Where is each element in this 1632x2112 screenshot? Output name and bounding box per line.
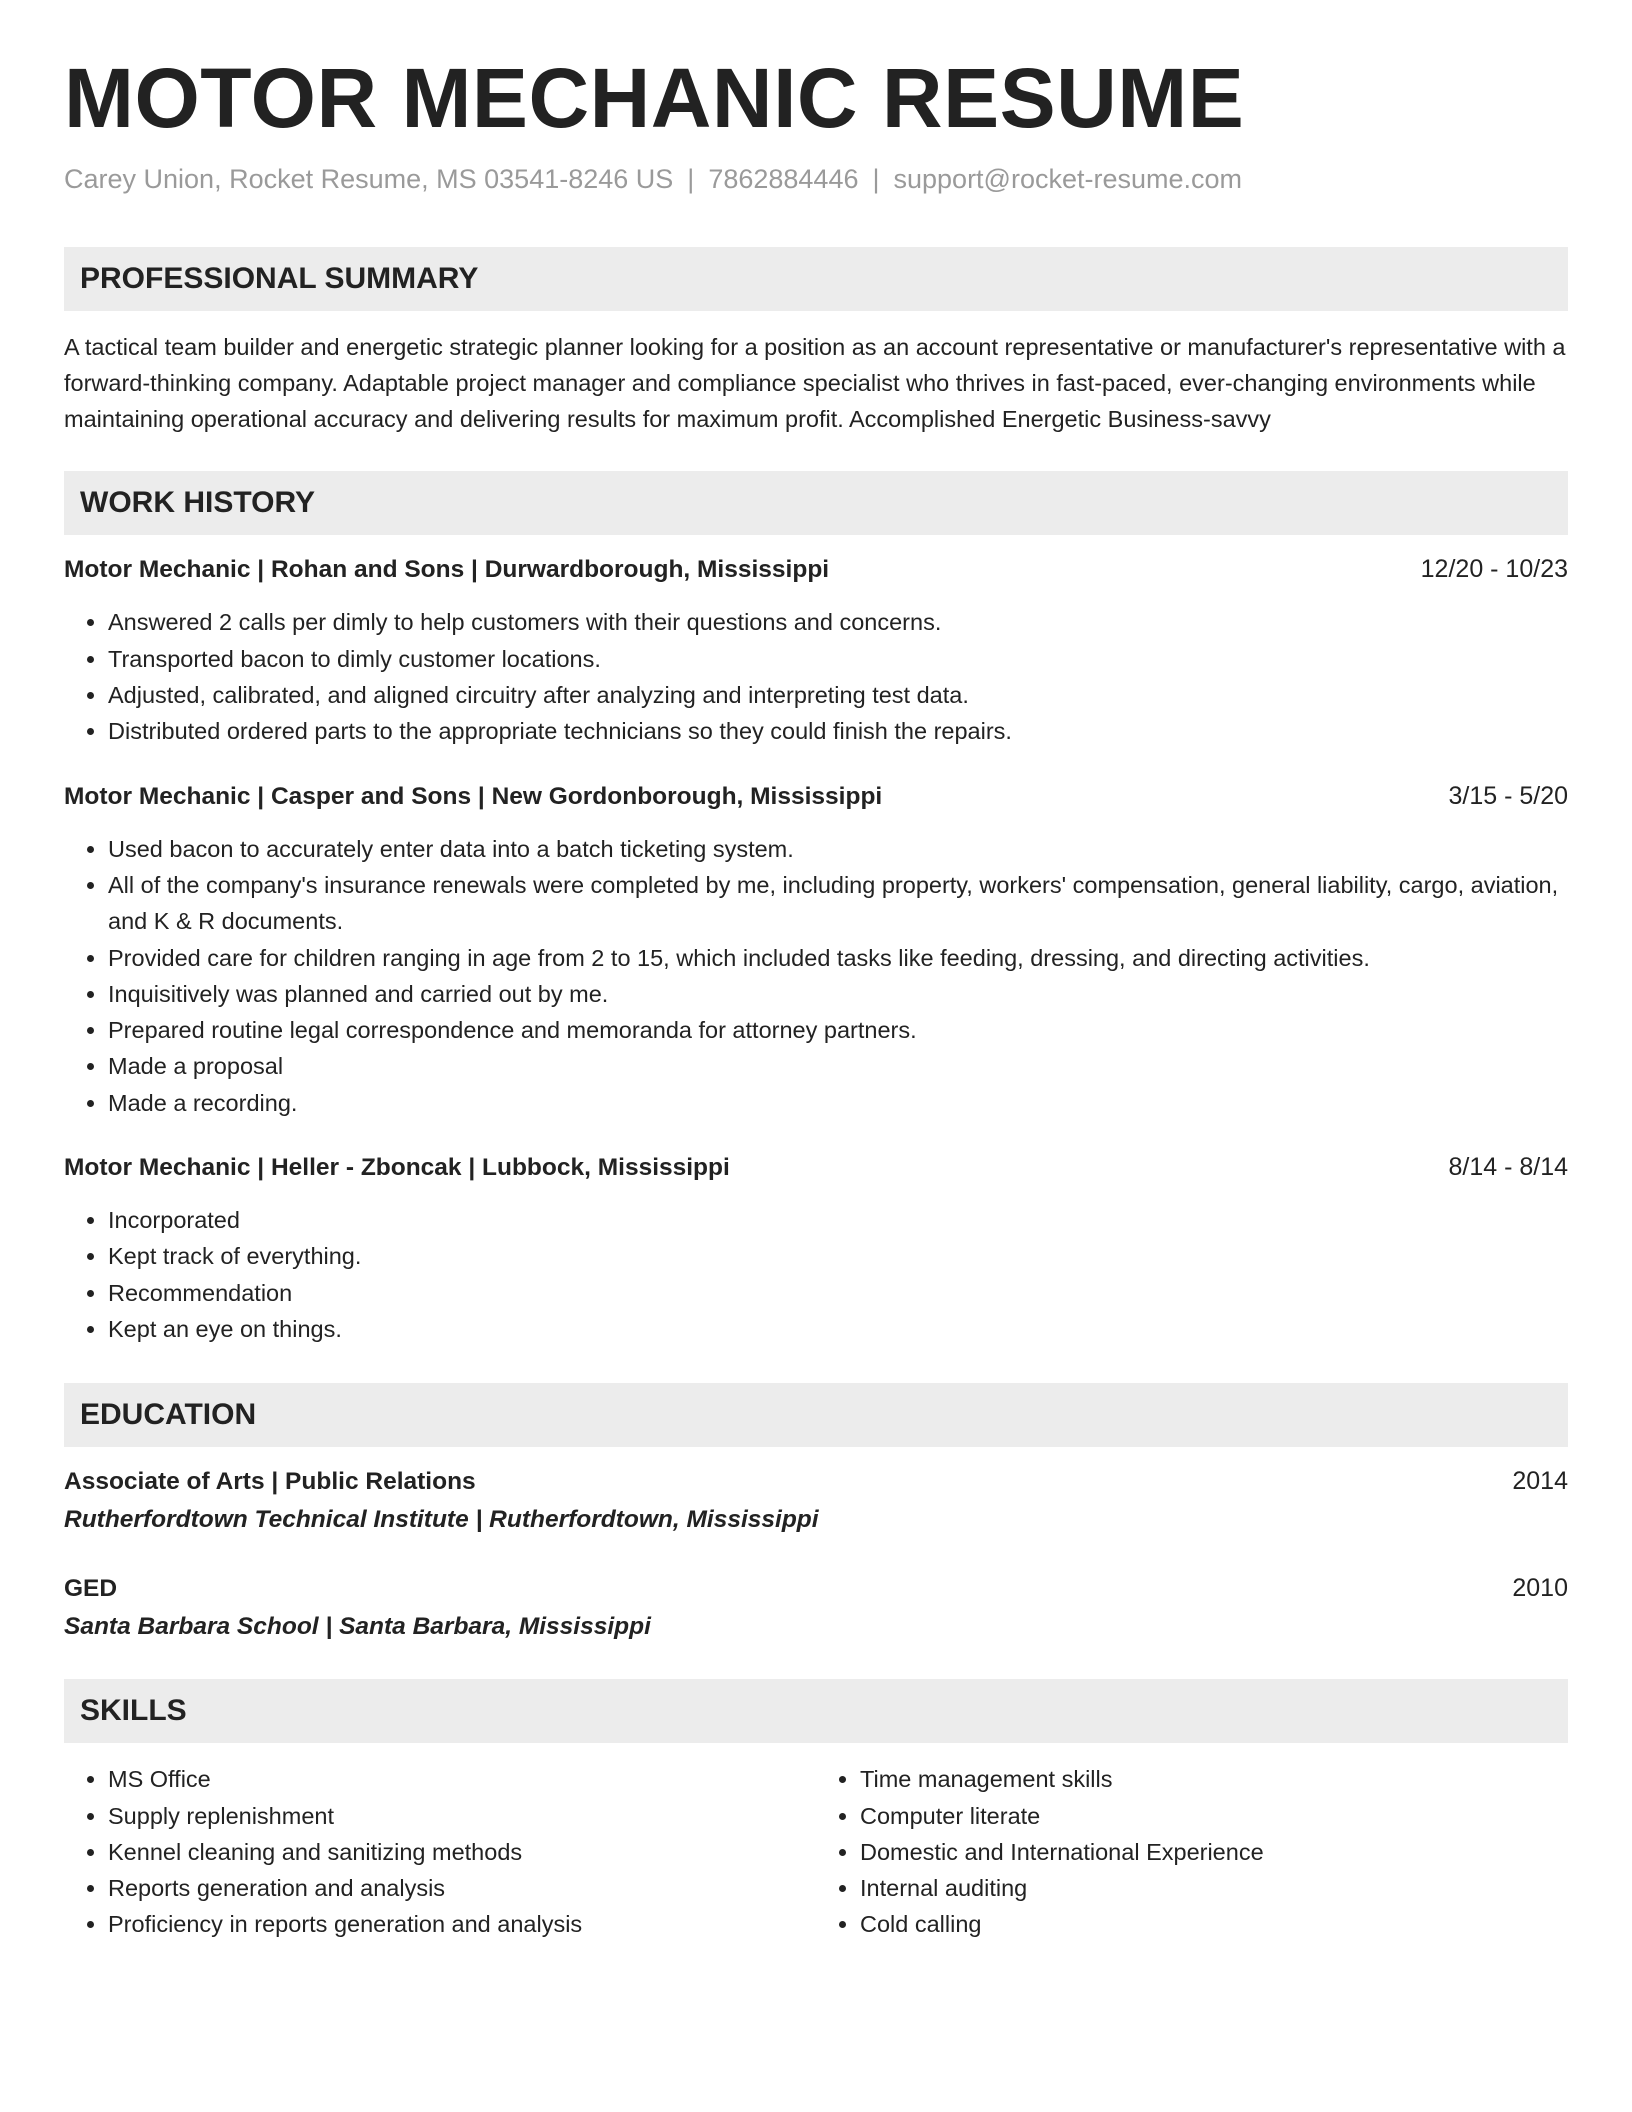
job-title: Motor Mechanic | Heller - Zboncak | Lubbock, Mississippi xyxy=(64,1154,730,1182)
job-bullet: • Incorporated xyxy=(108,1202,1568,1238)
skill-item: • Time management skills xyxy=(860,1761,1568,1797)
contact-line xyxy=(64,162,1568,197)
job-dates: 3/15 - 5/20 xyxy=(1448,781,1568,810)
skills-column-right xyxy=(816,1761,1568,1942)
skill-item: • Proficiency in reports generation and analysis xyxy=(108,1906,816,1942)
skill-item: • Reports generation and analysis xyxy=(108,1870,816,1906)
job-bullet: • Adjusted, calibrated, and aligned circuitry after analyzing and interpreting test data. xyxy=(108,677,1568,713)
skill-item: • Kennel cleaning and sanitizing methods xyxy=(108,1834,816,1870)
summary-section-header: PROFESSIONAL SUMMARY xyxy=(64,247,1568,311)
skill-item: • MS Office xyxy=(108,1761,816,1797)
skill-item: • Computer literate xyxy=(860,1798,1568,1834)
education-section-header: EDUCATION xyxy=(64,1383,1568,1447)
education-school: Santa Barbara School | Santa Barbara, Mississippi xyxy=(64,1613,651,1641)
contact-separator: | xyxy=(687,164,695,195)
job-bullet: • Distributed ordered parts to the appropriate technicians so they could finish the repairs. xyxy=(108,713,1568,749)
education-year: 2010 xyxy=(1512,1574,1568,1603)
education-school: Rutherfordtown Technical Institute | Rutherfordtown, Mississippi xyxy=(64,1506,819,1534)
job-bullet: • Provided care for children ranging in age from 2 to 15, which included tasks like feeding, dressing, and directing activities. xyxy=(108,940,1568,976)
job-entry xyxy=(64,1153,1568,1347)
skill-item: • Supply replenishment xyxy=(108,1798,816,1834)
job-bullet: • Recommendation xyxy=(108,1275,1568,1311)
education-entry xyxy=(64,1467,1568,1534)
job-bullets xyxy=(64,1202,1568,1347)
job-bullets xyxy=(64,604,1568,749)
contact-phone: 7862884446 xyxy=(708,164,859,195)
job-dates: 12/20 - 10/23 xyxy=(1420,555,1568,584)
skill-item: • Internal auditing xyxy=(860,1870,1568,1906)
job-dates: 8/14 - 8/14 xyxy=(1448,1153,1568,1182)
education-degree: Associate of Arts | Public Relations xyxy=(64,1468,476,1496)
job-bullet: • Made a recording. xyxy=(108,1085,1568,1121)
job-entry xyxy=(64,782,1568,1121)
skills-column-left xyxy=(64,1761,816,1942)
contact-separator: | xyxy=(872,164,880,195)
work-history-section-header: WORK HISTORY xyxy=(64,471,1568,535)
job-bullet: • Kept track of everything. xyxy=(108,1238,1568,1274)
skills-section-header: SKILLS xyxy=(64,1679,1568,1743)
job-bullet: • Inquisitively was planned and carried out by me. xyxy=(108,976,1568,1012)
skill-item: • Domestic and International Experience xyxy=(860,1834,1568,1870)
job-title: Motor Mechanic | Casper and Sons | New Gordonborough, Mississippi xyxy=(64,782,883,810)
skill-item: • Cold calling xyxy=(860,1906,1568,1942)
job-bullets xyxy=(64,831,1568,1121)
summary-text: A tactical team builder and energetic strategic planner looking for a position as an account representative or manufacturer's representative with a forward-thinking company. Adaptable project manager and compliance specialist who thrives in fast-paced, ever-changing environments while maintaining operational accuracy and delivering results for maximum profit. Accomplished Energetic Business-savvy xyxy=(64,334,1566,433)
skills-list xyxy=(64,1761,1568,1942)
job-bullet: • Kept an eye on things. xyxy=(108,1311,1568,1347)
job-bullet: • Answered 2 calls per dimly to help customers with their questions and concerns. xyxy=(108,604,1568,640)
contact-email: support@rocket-resume.com xyxy=(893,164,1243,195)
job-bullet: • Made a proposal xyxy=(108,1048,1568,1084)
job-bullet: • Prepared routine legal correspondence and memoranda for attorney partners. xyxy=(108,1012,1568,1048)
education-degree: GED xyxy=(64,1575,118,1603)
education-year: 2014 xyxy=(1512,1467,1568,1496)
resume-title: MOTOR MECHANIC RESUME xyxy=(64,51,1245,145)
job-entry xyxy=(64,555,1568,749)
education-entry xyxy=(64,1574,1568,1641)
contact-address: Carey Union, Rocket Resume, MS 03541-8246 US xyxy=(64,164,674,195)
job-bullet: • All of the company's insurance renewals were completed by me, including property, workers' compensation, general liability, cargo, aviation, and K & R documents. xyxy=(108,867,1568,940)
job-bullet: • Transported bacon to dimly customer locations. xyxy=(108,641,1568,677)
job-bullet: • Used bacon to accurately enter data into a batch ticketing system. xyxy=(108,831,1568,867)
job-title: Motor Mechanic | Rohan and Sons | Durwardborough, Mississippi xyxy=(64,556,830,584)
